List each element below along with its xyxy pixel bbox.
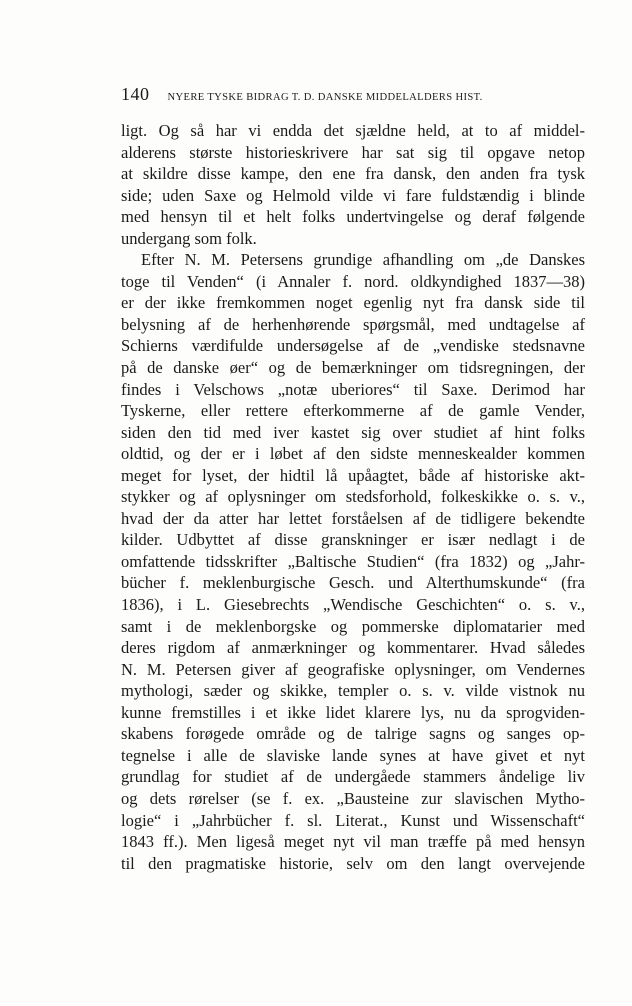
text-line: ligt. Og så har vi endda det sjældne held, at to af middel-	[121, 121, 585, 140]
text-line: til den pragmatiske historie, selv om den langt overvejende	[121, 853, 585, 873]
text-line: alderens største historieskrivere har sat sig til opgave netop	[121, 142, 585, 162]
text-line: kunne fremstilles i et ikke lidet klarere lys, nu da sprogviden-	[121, 702, 585, 722]
text-line: at skildre disse kampe, den ene fra dansk, den anden fra tysk	[121, 164, 585, 184]
text-line: siden den tid med iver kastet sig over studiet af hint folks	[121, 422, 585, 442]
text-line: belysning af de herhenhørende spørgsmål, med undtagelse af	[121, 314, 585, 334]
text-line: kilder. Udbyttet af disse granskninger er især nedlagt i de	[121, 530, 585, 550]
text-line: findes i Velschows „notæ uberiores“ til Saxe. Derimod har	[121, 379, 585, 399]
text-line: side; uden Saxe og Helmold vilde vi fare fuldstændig i blinde	[121, 185, 585, 205]
page-header	[121, 84, 541, 108]
text-line: samt i de meklenborgske og pommerske diplomatarier med	[121, 616, 585, 636]
text-line: logie“ i „Jahrbücher f. sl. Literat., Kunst und Wissenschaft“	[121, 810, 585, 830]
text-line: og dets rørelser (se f. ex. „Bausteine zur slavischen Mytho-	[121, 788, 585, 808]
text-line: oldtid, og der er i løbet af den sidste menneskealder kommen	[121, 444, 585, 464]
body-text	[121, 120, 585, 874]
text-line: toge til Venden“ (i Annaler f. nord. oldkyndighed 1837—38)	[121, 271, 585, 291]
text-line: med hensyn til et helt folks undertvingelse og deraf følgende	[121, 207, 585, 227]
text-line: Tyskerne, eller rettere efterkommerne af de gamle Vender,	[121, 401, 585, 421]
text-line: undergang som folk.	[121, 228, 257, 248]
text-line: skabens forøgede område og de talrige sagns og sanges op-	[121, 724, 585, 744]
text-line: deres rigdom af anmærkninger og kommentarer. Hvad således	[121, 638, 585, 658]
text-line: 1836), i L. Giesebrechts „Wendische Geschichten“ o. s. v.,	[121, 595, 585, 615]
text-line: stykker og af oplysninger om stedsforhold, folkeskikke o. s. v.,	[121, 487, 585, 507]
text-line: Efter N. M. Petersens grundige afhandling om „de Danskes	[141, 250, 585, 270]
text-line: mythologi, sæder og skikke, templer o. s. v. vilde vistnok nu	[121, 681, 585, 701]
page-number: 140	[121, 84, 150, 104]
text-line: meget for lyset, der hidtil lå upåagtet, både af historiske akt-	[121, 465, 585, 485]
text-line: bücher f. meklenburgische Gesch. und Alterthumskunde“ (fra	[121, 573, 585, 593]
text-line: grundlag for studiet af de undergåede stammers åndelige liv	[121, 767, 585, 787]
text-line: 1843 ff.). Men ligeså meget nyt vil man træffe på med hensyn	[121, 832, 585, 852]
text-line: er der ikke fremkommen noget egenlig nyt fra dansk side til	[121, 293, 585, 313]
text-line: Schierns værdifulde undersøgelse af de „vendiske stedsnavne	[121, 336, 585, 356]
text-line: hvad der da atter har lettet forståelsen af de tidligere bekendte	[121, 508, 585, 528]
text-line: N. M. Petersen giver af geografiske oplysninger, om Vendernes	[121, 659, 585, 679]
text-line: tegnelse i alle de slaviske lande synes at have givet et nyt	[121, 745, 585, 765]
text-line: omfattende tidsskrifter „Baltische Studien“ (fra 1832) og „Jahr-	[121, 551, 585, 571]
text-line: på de danske øer“ og de bemærkninger om tidsregningen, der	[121, 358, 585, 378]
running-head: NYERE TYSKE BIDRAG T. D. DANSKE MIDDELALDERS HIST.	[167, 92, 483, 103]
